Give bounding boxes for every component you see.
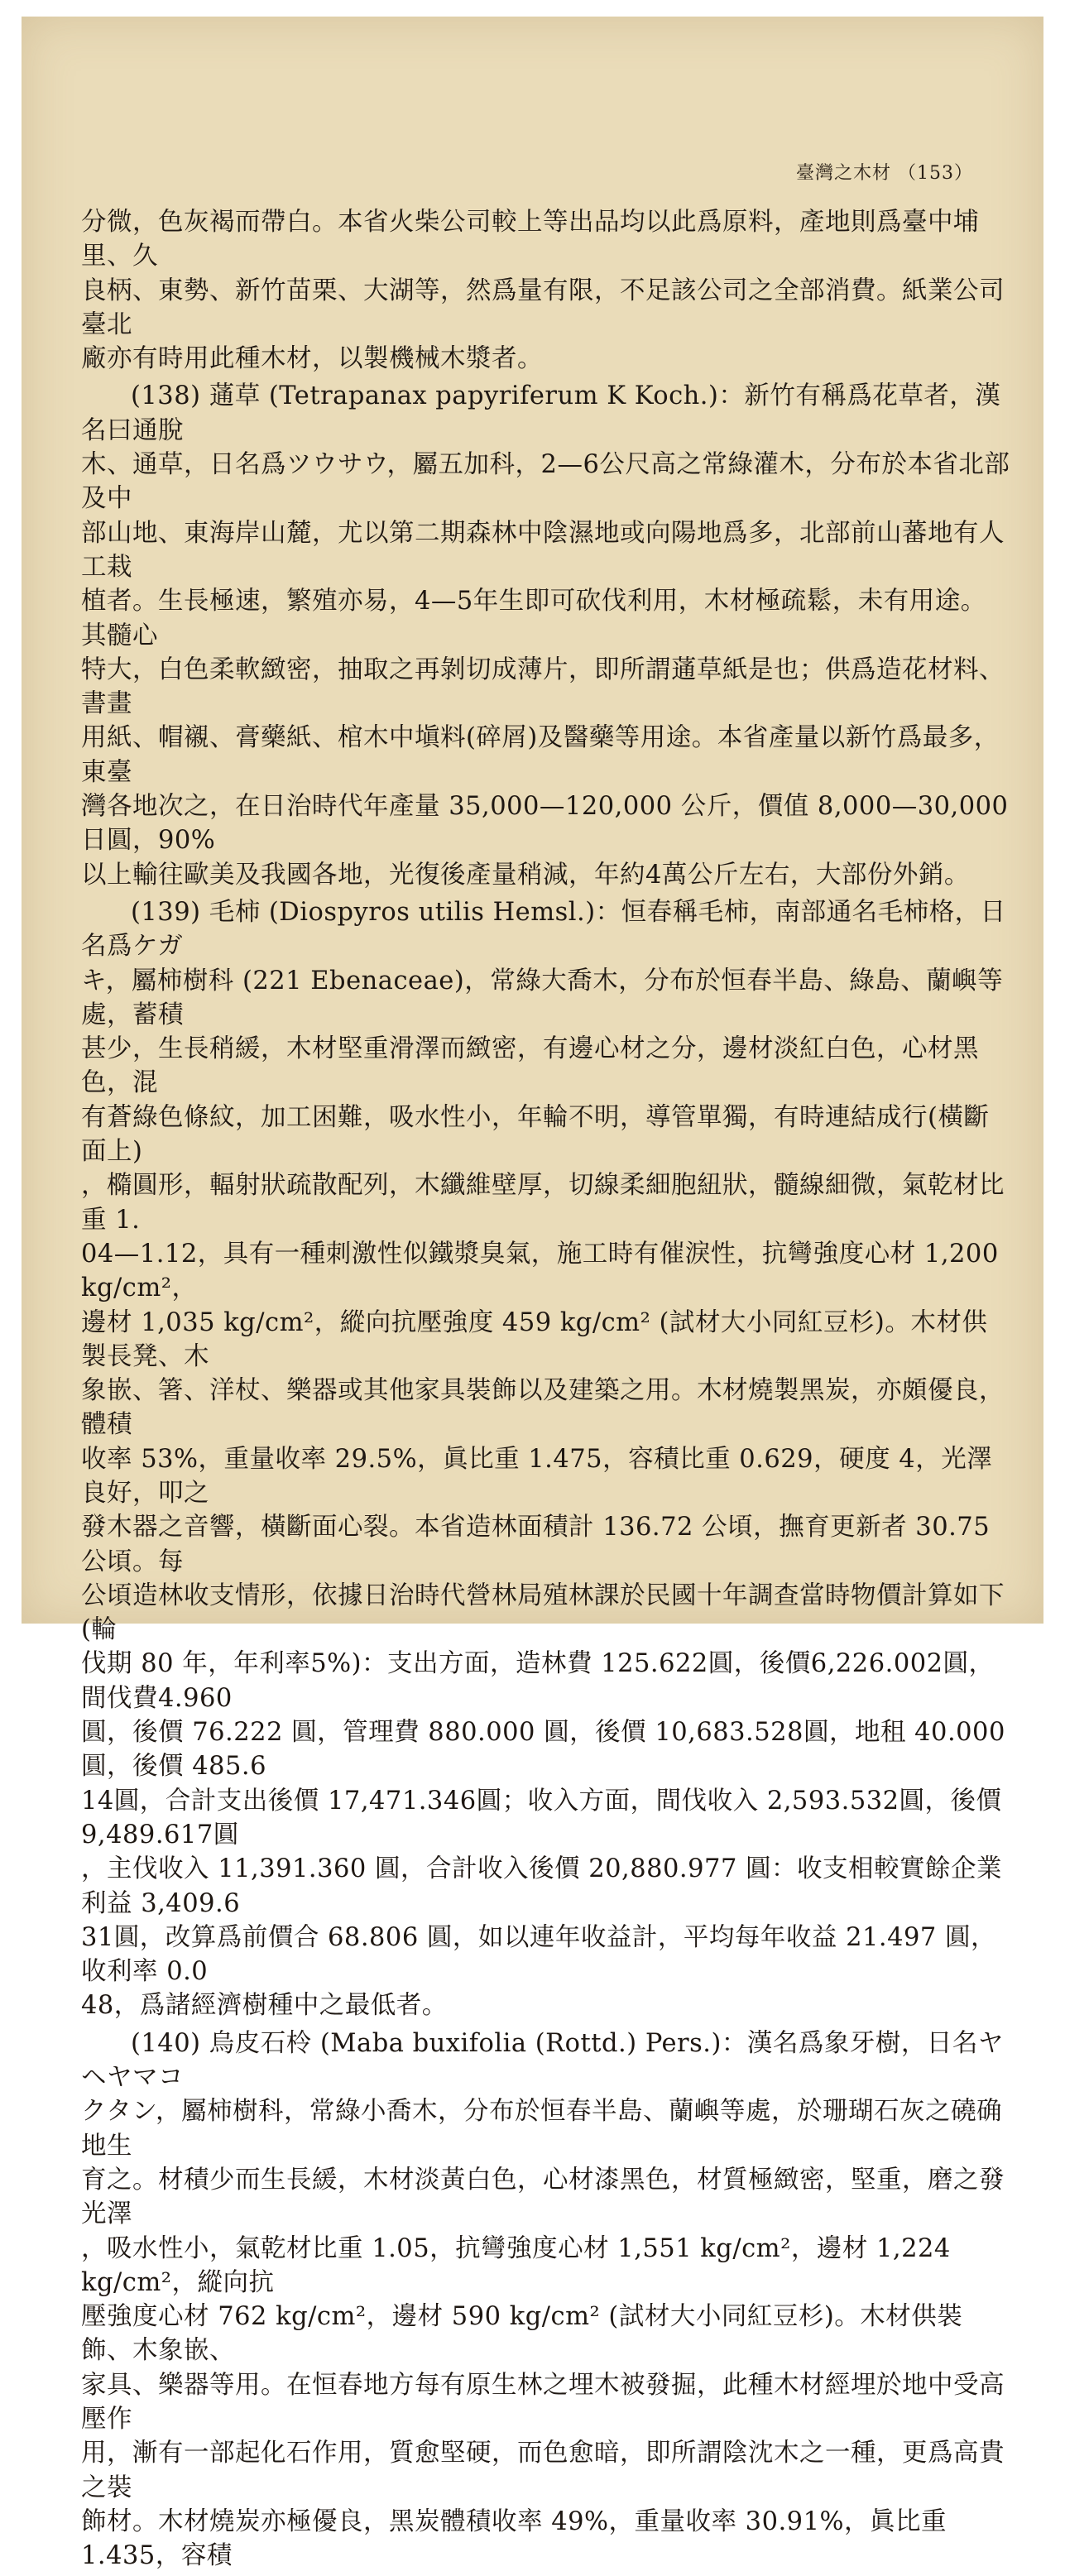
- paragraph-entry-138: (138) 蓪草 (Tetrapanax papyriferum K Koch.)：新竹有稱爲花草者，漢名曰通脫 木、通草，日名爲ツウサウ，屬五加科，2—6公尺高之常綠灌木，分布於本省北部及中 部山地、東海岸山麓，尤以第二期森林中陰濕地或向陽地爲多，北部前山蕃地有人工栽 植者。生長極速，繁殖亦易，4—5年生即可砍伐利用，木材極疏鬆，未有用途。其髓心 特大，白色柔軟緻密，抽取之再剝切成薄片，即所謂蓪草紙是也；供爲造花材料、書畫 用紙、帽襯、膏藥紙、棺木中塡料(碎屑)及醫藥等用途。本省產量以新竹爲最多，東臺 灣各地次之，在日治時代年產量 35,000—120,000 公斤，價值 8,000—30,000 日圓，90% 以上輸往歐美及我國各地，光復後產量稍減，年約4萬公斤左右，大部份外銷。: [81, 381, 1010, 890]
- page-number: （153）: [898, 163, 973, 184]
- paragraph-entry-140: (140) 烏皮石柃 (Maba buxifolia (Rottd.) Pers.)：漢名爲象牙樹，日名ヤヘヤマコ クタン，屬柿樹科，常綠小喬木，分布於恒春半島、蘭嶼等處，於珊瑚石灰之磽确地生 育之。材積少而生長緩，木材淡黃白色，心材漆黑色，材質極緻密，堅重，磨之發光澤 ，吸水性小，氣乾材比重 1.05，抗彎強度心材 1,551 kg/cm²，邊材 1,224 kg/cm²，縱向抗 壓強度心材 762 kg/cm²，邊材 590 kg/cm² (試材大小同紅豆杉)。木材供裝飾、木象嵌、 家具、樂器等用。在恒春地方每有原生林之埋木被發掘，此種木材經埋於地中受高壓作 用，漸有一部起化石作用，質愈堅硬，而色愈暗，即所謂陰沈木之一種，更爲高貴之裝 飾材。木材燒炭亦極優良，黑炭體積收率 49%，重量收率 30.91%，眞比重 1.435，容積: [81, 2028, 1005, 2571]
- body-text: [81, 205, 1010, 2576]
- running-title: 臺灣之木材: [795, 163, 891, 184]
- paragraph-continuation: 分微，色灰褐而帶白。本省火柴公司較上等出品均以此爲原料，產地則爲臺中埔里、久 良柄、東勢、新竹苗栗、大湖等，然爲量有限，不足該公司之全部消費。紙業公司臺北 廠亦有時用此種木材，以製機械木漿者。: [81, 208, 1005, 374]
- book-page: [22, 17, 1043, 2571]
- running-header: [22, 159, 973, 185]
- paragraph-entry-139: (139) 毛柿 (Diospyros utilis Hemsl.)：恒春稱毛柿，南部通名毛柿格，日名爲ケガ キ，屬柿樹科 (221 Ebenaceae)，常綠大喬木，分布於恒春半島、綠島、蘭嶼等處，蓄積 甚少，生長稍緩，木材堅重滑澤而緻密，有邊心材之分，邊材淡紅白色，心材黑色，混 有蒼綠色條紋，加工困難，吸水性小，年輪不明，導管單獨，有時連結成行(橫斷面上) ，橢圓形，輻射狀疏散配列，木纖維壁厚，切線柔細胞紐狀，髓線細微，氣乾材比重 1. 04—1.12，具有一種刺激性似鐵漿臭氣，施工時有催淚性，抗彎強度心材 1,200 kg/cm²， 邊材 1,035 kg/cm²，縱向抗壓強度 459 kg/cm² (試材大小同紅豆杉)。木材供製長凳、木 象嵌、箸、洋杖、樂器或其他家具裝飾以及建築之用。木材燒製黑炭，亦頗優良，體積 收率 53%，重量收率 29.5%，眞比重 1.475，容積比重 0.629，硬度 4，光澤良好，叩之 發木器之音響，橫斷面心裂。本省造林面積計 136.72 公頃，撫育更新者 30.75 公頃。每 公頃造林收支情形，依據日治時代營林局殖林課於民國十年調查當時物價計算如下(輪 伐期 80 年，年利率5%)：支出方面，造林費 125.622圓，後價6,226.002圓，間伐費4.960 圓，後價 76.222 圓，管理費 880.000 圓，後價 10,683.528圓，地租 40.000圓，後價 485.6 14圓，合計支出後價 17,471.346圓；收入方面，間伐收入 2,593.532圓，後價 9,489.617圓 ，主伐收入 11,391.360 圓，合計收入後價 20,880.977 圓：收支相較實餘企業利益 3,409.6 31圓，改算爲前價合 68.806 圓，如以連年收益計，平均每年收益 21.497 圓，收利率 0.0 48，爲諸經濟樹種中之最低者。: [81, 897, 1006, 2021]
